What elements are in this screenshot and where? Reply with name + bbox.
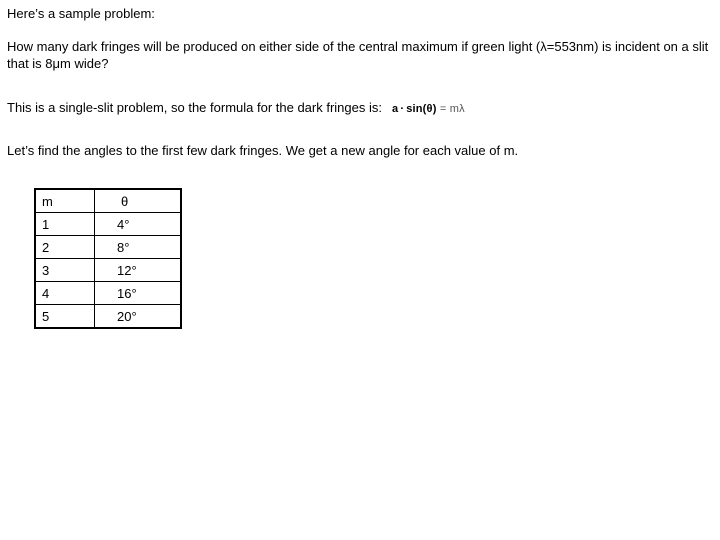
- cell-theta: 20°: [95, 305, 182, 329]
- single-slit-text: This is a single-slit problem, so the formula for the dark fringes is:: [7, 100, 382, 115]
- cell-theta: 8°: [95, 236, 182, 259]
- cell-theta: 16°: [95, 282, 182, 305]
- angles-text: Let’s find the angles to the first few dark fringes. We get a new angle for each value of m.: [7, 143, 519, 158]
- cell-theta: 12°: [95, 259, 182, 282]
- cell-m: 4: [35, 282, 95, 305]
- header-m: m: [35, 189, 95, 213]
- formula-dot: ·: [400, 103, 405, 115]
- cell-m: 1: [35, 213, 95, 236]
- angle-table: [34, 188, 182, 329]
- intro-text: Here’s a sample problem:: [7, 6, 155, 21]
- table-row: [35, 236, 181, 259]
- cell-m: 2: [35, 236, 95, 259]
- dark-fringe-formula: [392, 101, 465, 117]
- formula-sin: sin(θ): [406, 103, 437, 115]
- formula-a: a: [391, 103, 399, 115]
- cell-m: 3: [35, 259, 95, 282]
- single-slit-statement: [7, 100, 465, 117]
- problem-question: How many dark fringes will be produced on either side of the central maximum if green light (λ=553nm) is incident on a slit that is 8μm wide?: [7, 39, 709, 71]
- cell-m: 5: [35, 305, 95, 329]
- table-row: [35, 213, 181, 236]
- formula-rest: = mλ: [439, 103, 465, 115]
- table-row: [35, 282, 181, 305]
- table-row: [35, 305, 181, 329]
- header-theta: θ: [95, 189, 182, 213]
- table-row: [35, 259, 181, 282]
- table-header-row: [35, 189, 181, 213]
- cell-theta: 4°: [95, 213, 182, 236]
